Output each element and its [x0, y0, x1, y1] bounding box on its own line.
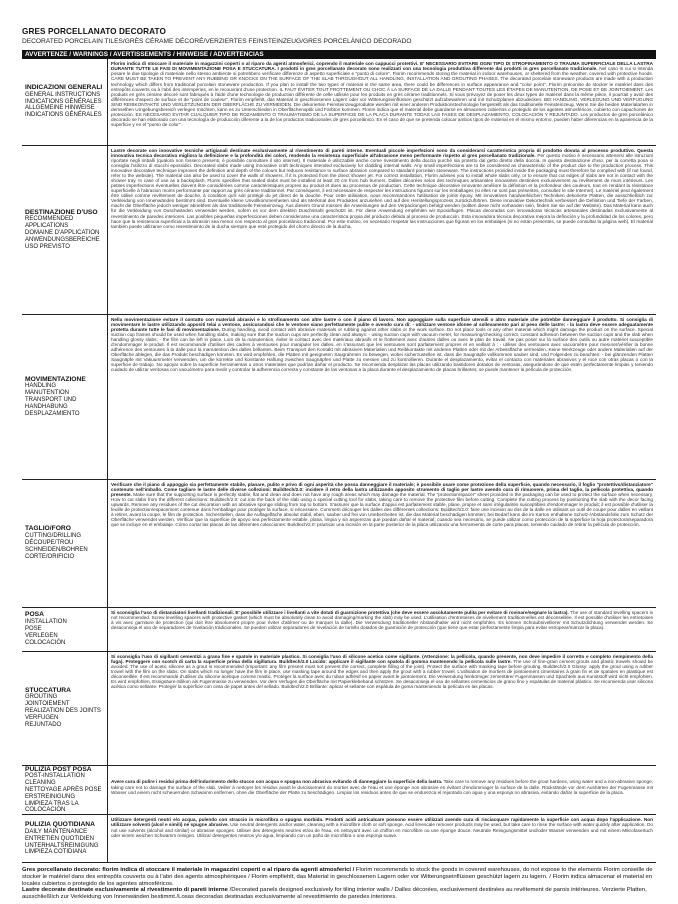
row-label-heading: STUCCATURA: [25, 687, 71, 695]
row-body: [108, 59, 657, 145]
row-label-translation: ENTRETIEN QUOTIDIEN: [25, 835, 95, 842]
row-label-heading: DESTINAZIONE D'USO: [25, 208, 98, 216]
row-label-translation: INDICATIONS GÉNÉRALES: [25, 112, 102, 119]
row-body-text: [111, 610, 653, 649]
warning-row: [22, 815, 656, 863]
row-label-translation: ALLGEMEINE HINWEISE: [25, 105, 95, 112]
footer-usage-note-text: /Decorated panels designed exclusively for tiling interior walls / Dalles décorées, exclusivement destinées au revêtement de parois intérieures. Verzierte Platten, ausschließlich zur Verkleidung von Innenwänden bestimmt./Losas decoradas destinadas exclusivamente al revestimiento de paredes interiores.: [22, 887, 647, 900]
row-body: [108, 765, 657, 815]
warning-row: [22, 314, 656, 479]
row-detail-text: During handling, avoid contact with abrasive materials or rubbing against other slabs or the work surface. Do not place tools or any other material which might damage the product on the surface. Special suction cup frames should be used when handling slabs, making sure that the suction cups are perfectly clean and always: - using suction cups with vacuum meter, for measuring/checking correct, constant adhesion between the suction cups and the slab when handling glossy slabs; - the film can be left in place. Lors de la manutention, éviter le contact avec des matériaux abrasifs et le frottement avec d'autres dalles ou avec le plan de travail. Ne pas poser sur la surface des outils ou autre matériel susceptible d'endommager le produit. Il est recommandé d'utiliser des cadres à ventouses pour manipuler les dalles, en s'assurant que les ventouses sont parfaitement propres et en veillant à : - utiliser des ventouses avec vacuomètre pour mesurer/vérifier la bonne adhérence des ventouses à la dalle pour la manutention des dalles brillantes. Beim Transport den Kontakt mit abrasiven Materialien und Reibkontakte mit anderen Platten oder mit der Arbeitsfläche vermeiden. Keine Werkzeuge oder andere Materialien auf der Oberfläche ablegen, die das Produkt beschädigen könnten. Es wird empfohlen, die Platten mit geeigneten Saugrahmen zu bewegen, wobei sicherzustellen ist, dass die Saugnäpfe vollkommen sauber sind, und Folgendes zu beachten: - bei glänzenden Platten Saugnäpfe mit Vakuummeter verwenden, um die korrekte und konstante Haftung zwischen Saugnäpfen und Platte zu messen und zu kontrollieren. Durante el desplazamiento, evitar el contacto con materiales abrasivos y el roce con otras placas o con la superficie de trabajo. No apoyar sobre la superficie herramientas u otros materiales que podrían dañar el producto. Se recomienda desplazar las placas utilizando bastidores dotados de ventosas, asegurándose de que estén perfectamente limpias y teniendo cuidado de utilizar ventosas con vacuómetro para medir y controlar la adherencia correcta y constante de las ventosas a la placa durante el desplazamiento de placas brillantes; se puede mantener la película de protección.: [111, 326, 653, 373]
row-label-translation: DOMAINE D'APPLICATION: [25, 229, 100, 236]
row-label-translation: INSTALLATION: [25, 618, 67, 625]
row-label-heading: MOVIMENTAZIONE: [25, 375, 86, 383]
row-body-text: [111, 482, 653, 605]
row-label-translation: DÉCOUPE/TROU: [25, 539, 74, 546]
row-label-translation: USO PREVISTO: [25, 243, 70, 250]
row-detail-text: Nel caso in cui si intenda posare le due tipologie di materiale nello stesso ambiente si potrebbero verificare differenze di aspetto superficiale e "punto di colore". Florim recommends storing the material in indoor warehouses, or sheltered from the weather, covered with protective hoods. CARE MUST BE TAKEN TO PREVENT ANY RUBBING OR KNOCKS ON THE SURFACE OF THE SLAB THROUGHOUT ALL HANDLING, INSTALLATION AND GROUTING PHASES. The decorated porcelain stoneware products are made with a production technology which differs from traditional porcelain stoneware production. If you plan to install the two types of material in the same area, there could be differences in surface appearance and "color point". Florim préconise de stocker le matériel dans des entrepôts couverts ou à l'abri des intempéries, en le recouvrant d'une protection. IL FAUT ÉVITER TOUT FROTTEMENT OU CHOC À LA SURFACE DE LA DALLE PENDANT TOUTES LES ÉTAPES DE MANUTENTION, DE POSE ET DE JOINTOIEMENT. Les produits en grès cérame décoré sont fabriqués à l'aide d'une technologie de production différente de celle utilisée pour les produits en grès cérame traditionnels. Si vous prévoyez de poser les deux types de matériel dans la même pièce, il pourrait y avoir des différences d'aspect de surface et de "point de couleur". Florim empfiehlt, das Material in geschlossenen Lagern oder vor Witterungseinflüssen geschützt aufzubewahren und mit Schutzplanen abzudecken. BEI HANDLING, VERLEGUNG UND VERFUGUNG SIND REIBKONTAKTE UND VERLETZUNGEN DER OBERFLÄCHE ZU VERMEIDEN. Die dekorierten Feinsteinzeugprodukte werden mit einer anderen Produktionstechnologie hergestellt als das traditionelle Feinsteinzeug. Wenn Sie die beiden Materialarten in demselben Umgebungsbereich verlegen möchten, kann es zu Unterschieden in Oberflächenoptik und Farbton kommen. Florim indica que el material debe guardarse en almacenes cubiertos o protegido de los agentes atmosféricos, cubierto con capuchones de protección. ES NECESARIO EVITAR CUALQUIER TIPO DE ROZAMIENTO O TRAUMATISMO DE LA SUPERFICIE DE LA PLACA DURANTE TODAS LAS FASES DE DESPLAZAMIENTO, COLOCACIÓN Y REJUNTADO. Los productos de gres porcelánico decorado se han elaborado con una tecnología de producción diferente a la de los productos tradicionales de gres porcelánico. En el caso de que se pretenda colocar ambos tipos de material en el mismo entorno, pueden haber diferencias en la apariencia de la superficie y en el "punto de color".: [111, 66, 653, 128]
footer-storage-note-text: Florim recommends to stock the goods in covered warehouses, do not expose to the elements Florim conseille de stocker le matériel dans des entrepôts couverts ou à l'abri des agents atmosphériques / Florim empfiehlt, das Material in geschlossenen Lagern oder vor Witterungseinflüssen geschützt lagern zu lagern. / Florim indica almacenar el material en locales cubiertos o protegido de los agentes atmosféricos.: [22, 867, 653, 887]
row-label-translation: GROUTING: [25, 694, 58, 701]
document-footer: [22, 867, 656, 900]
document-page: [22, 0, 656, 900]
row-label-translation: ANWENDUNGSBEREICHE: [25, 236, 100, 243]
row-body: [108, 651, 657, 765]
row-detail-text: Per questo motivo è necessario attenersi alle istruzioni riportate negli imballi (qualora non fossero presenti, è possibile consultare il sito internet). Il materiale è utilizzabile anche come rivestimento della doccia purché sia protetto dal getto diretto della doccia. In questa destinazione d'uso, per la corretta posa si consiglia l'utilizzo di stucchi epossidici. Decorated slabs made using innovative craft techniques intended exclusively for cladding internal walls. Any small imperfections are to be considered as characteristic of the product due to the production process. This innovative decorative technique improves the definition and depth of the colours but reduces resistance to surface abrasion compared to standard porcelain stoneware. The instructions provided inside the packaging must therefore be complied with (if not found, refer to the website). The material can also be used to cover the walls of showers, if it is protected from the direct shower jet. For correct installation, Florim advises you to install whole slabs only, or to ensure that cut edges of slabs are not in contact with the shower tray. In case of use as a backsplash, Florim specifies that sealed slabs must be installed at least 20 cm from hob burners. Dalles décorées selon des techniques artisanales innovantes destinées exclusivement au revêtement de murs intérieurs. Les petites imperfections éventuelles doivent être considérées comme caractéristiques propres au produit et dues au processus de production. Cette technique décorative innovante améliore la définition et la profondeur des couleurs, tout en rendant la résistance superficielle à l'abrasion moins performante par rapport au grès cérame traditionnel. Par conséquent, il est nécessaire de respecter les instructions figurant sur les emballages (si elles ne sont pas présentes, consultez le site Internet). Le matériel peut également être utilisé comme revêtement de douche, à condition qu'il soit protégé du jet direct de la douche. Pour cette utilisation, nous recommandons l'utilisation de joints époxy. Mit innovativen handwerklichen Techniken dekorierte Platten, die ausschließlich zur Verkleidung von Innenwänden bestimmt sind. Eventuelle kleine Unvollkommenheiten sind als Merkmal des Produktes anzusehen und auf den Herstellungsprozess zurückzuführen. Diese innovative Dekortechnik verbessert die Definition und Tiefe der Farben, macht die Oberfläche jedoch weniger abriebfest als das traditionelle Feinsteinzeug. Aus diesem Grund müssen die Anweisungen auf den Verpackungen befolgt werden (sollten diese nicht vorhanden sein, finden Sie sie auf der Website). Das Material kann auch für die Verkleidung von Duschwänden verwendet werden, sofern es vor dem direkten Duschstrahl geschützt ist. Für diese Anwendung empfehlen wir Epoxidfugen. Placas decoradas con innovadoras técnicas artesanales destinadas exclusivamente al revestimiento de paredes interiores. Las posibles pequeñas imperfecciones deben considerarse una característica propia del producto debida al proceso de producción. Esta innovadora técnica decorativa mejora la definición y la profundidad de los colores, pero hace que la resistencia superficial a la abrasión sea menor con respecto al gres porcelánico tradicional. Por este motivo, es necesario respetar las instrucciones que figuran en los embalajes (si no están presentes, se puede consultar la página web). El material también puede utilizarse como revestimiento de la ducha siempre que esté protegido del chorro directo de la ducha.: [111, 152, 653, 229]
warning-row: [22, 59, 656, 145]
row-label-heading: INDICAZIONI GENERALI: [25, 84, 103, 92]
row-body-text: [111, 817, 653, 860]
row-label-translation: VERLEGEN: [25, 632, 58, 639]
row-label-translation: HANDLING: [25, 382, 57, 389]
row-label-translation: RECOMMENDED APPLICATIONS: [25, 215, 74, 229]
row-body: [108, 815, 657, 863]
row-body: [108, 479, 657, 607]
row-lead-text: Si sconsiglia l'uso di distanziatori livellanti tradizionali. E' possibile utilizzare i livellanti a vite dotati di guarnizione protettiva (che deve essere assolutamente pulita per evitare di rovinare/segnare la lastra).: [111, 609, 569, 615]
row-label-translation: ERSTREINIGUNG: [25, 793, 76, 800]
row-body: [108, 607, 657, 651]
row-label-translation: COLOCACIÓN: [25, 639, 66, 646]
row-lead-text: Utilizzare detergenti neutri e/o acqua, pulendo con straccio in microfibra o spugna morbida. Prodotti acidi antricalcare possono essere utilizzati avendo cura di risciacquare rapidamente la superficie con acqua dopo l'applicazione. Non utilizzare solventi (alcol e simili) né spugne abrasive.: [111, 817, 653, 828]
row-body: [108, 314, 657, 479]
row-label-heading: PULIZIA POST POSA: [25, 765, 92, 773]
document-subtitle: DECORATED PORCELAIN TILES/GRÈS CÉRAME DÉCORÉ/VERZIERTES FEINSTEINZEUG/GRES PORCELÁNICO DECORADO: [22, 38, 412, 45]
row-body-text: [111, 779, 653, 800]
row-label-translation: POST-INSTALLATION CLEANING: [25, 772, 85, 786]
footer-usage-note: [22, 887, 656, 900]
row-label-heading: PULIZIA QUOTIDIANA: [25, 821, 95, 829]
row-body-text: [111, 148, 653, 312]
row-label-translation: VERFUGEN: [25, 715, 59, 722]
row-body-text: [111, 317, 653, 477]
row-label: [22, 479, 108, 607]
row-label-translation: LIMPIEZA TRAS LA COLOCACIÓN: [25, 800, 79, 814]
row-label-translation: LIMPIEZA COTIDIANA: [25, 849, 87, 856]
warning-row: [22, 479, 656, 607]
row-detail-text: Take care to remove any residues before the grout hardens, using water and a non-abrasive sponge, taking care not to damage the surface of the slab. Veiller à nettoyer les résidus avant le durcissement du mortier avec de l'eau et une éponge non abrasive en évitant d'endommager la surface de la dalle. Rückstände vor dem Aushärten der Fugenmasse mit Wasser und einem nicht scheuernden Schwamm entfernen, ohne die Oberfläche der Platte zu beschädigen. Limpiar los residuos antes de que se endurezca el rejuntado con agua y una esponja no abrasiva, evitando dañar la superficie de la placa.: [111, 779, 653, 795]
row-label-translation: MANUTENTION: [25, 389, 69, 396]
row-lead-text: Si sconsiglia l'uso di sigillanti cementizi a grana fine e spatole in materiale plastico. Si consiglia l'uso di silicone acetico come sigillante. (Attenzione: la pellicola, quando presente, non deve impedire il corretto e completo riempimento della fuga). Proteggere con scotch di carta la superficie prima della sigillatura. Buildtech/2.0 Lucido: applicare il sigillante con spatola di gomma mantenendo la pellicola sulle lastre.: [111, 653, 653, 664]
document-title: GRES PORCELLANATO DECORATO: [22, 27, 166, 36]
row-label-translation: JOINTOIEMENT: [25, 701, 70, 708]
footer-storage-note-bold: Gres porcellanato decorato: florim indica di stoccare il materiale in magazzini coperti o al riparo da agenti atmosferici /: [22, 867, 355, 874]
warning-row: [22, 765, 656, 815]
row-label-translation: POSE: [25, 625, 42, 632]
row-label: [22, 651, 108, 765]
row-label-translation: TRANSPORT UND HANDHABUNG: [25, 396, 77, 410]
footer-storage-note: [22, 867, 656, 887]
row-label-translation: DAILY MAINTENANCE: [25, 828, 88, 835]
row-label: [22, 815, 108, 863]
row-label-translation: REJUNTADO: [25, 722, 62, 729]
row-label-translation: UNTERHALTSREINIGUNG: [25, 842, 99, 849]
row-label: [22, 145, 108, 314]
row-body-text: [111, 654, 653, 763]
row-lead-text: Nella movimentazione evitare il contatto con materiali abrasivi e lo strofinamento con altre lastre o con il piano di lavoro. Non appoggiare sulla superficie utensili o altro materiale che potrebbe danneggiare il prodotto. Si consiglia di movimentare le lastre utilizzando appositi telai a ventose, assicurandosi che le ventose siano perfettamente pulite e avendo cura di: - utilizzare ventose idonee al sollevamento pari al peso delle lastre; - la lastra deve essere adeguatamente protetta durante tutte le fasi di movimentazione.: [111, 316, 653, 332]
row-label-translation: NETTOYAGE APRÈS POSE: [25, 786, 102, 793]
row-detail-text: The use of fine-grain cement grouts and plastic trowels should be avoided. The use of acetic silicone as a grout is recommended (Important: any film present must not prevent the correct, complete filling of the joint). Protect the surface with masking tape before grouting. Buildtech/2.0 Glossy: apply the grout using a rubber trowel with the film on the slabs. On slabs which no longer have the film in place, use masking tape around the edges and then apply the grout with a rubber trowel. L'utilisation de mortiers de jointoiement cimentaires à grain fin et de spatules en plastique est déconseillée. Il est recommandé d'utiliser du silicone acétique comme mastic. Protéger la surface avec du ruban adhésif en papier avant le jointoiement. Die Verwendung feinkörniger zementärer Fugenmassen und Spachteln aus Kunststoff wird nicht empfohlen. Es wird empfohlen, Essigsäure-Silikon als Fugenmasse zu verwenden. Vor dem Verfugen die Oberfläche mit Papierklebeband schützen. Se desaconseja el uso de sellantes cementicios de grano fino y espátulas de material plástico. Se recomienda usar silicona acética como sellante. Proteger la superficie con cinta de papel antes del sellado. Buildtech/2.0 Brillante: aplicar el sellante con espátula de goma manteniendo la película en las placas.: [111, 658, 653, 689]
row-label: [22, 314, 108, 479]
row-label-translation: DESPLAZAMIENTO: [25, 410, 80, 417]
row-lead-text: Avere cura di pulire i residui prima dell'indurimento dello stucco con acqua e spugna non abrasiva evitando di danneggiare la superficie della lastra.: [111, 779, 443, 785]
row-label-heading: TAGLIO/FORO: [25, 525, 71, 533]
warning-row: [22, 651, 656, 765]
warning-row: [22, 145, 656, 314]
row-body-text: [111, 61, 653, 142]
warnings-table: [22, 59, 656, 863]
row-label: [22, 59, 108, 145]
row-body: [108, 145, 657, 314]
row-label-translation: INDICATIONS GÉNÉRALES: [25, 98, 102, 105]
row-label-translation: CUTTING/DRILLING: [25, 532, 82, 539]
warnings-heading: AVVERTENZE / WARNINGS / AVERTISSEMENTS / HINWEISE / ADVERTENCIAS: [22, 50, 656, 59]
row-lead-text: Verificare che il piano di appoggio sia perfettamente stabile, planare, pulito e privo di ogni asperità che possa danneggiare il materiale; è possibile usare come protezione della superficie, quando necessario, il foglio "protettivo/distanziatore" contenuto nell'imballo. Come tagliare le lastre delle diverse collezioni: Buildtech/2.0: incidere il retro della lastra utilizzando apposito strumento di taglio per lastre avendo cura di rimuovere, prima del taglio, la pellicola protettiva, quando presente.: [111, 481, 653, 497]
row-lead-text: Florim indica di stoccare il materiale in magazzini coperti o al riparo da agenti atmosferici, coprendo il materiale con cappucci protettivi. E' NECESSARIO EVITARE OGNI TIPO DI STROFINAMENTO O TRAUMA SUPERFICIALE DELLA LASTRA DURANTE TUTTE LE FASI DI MOVIMENTAZIONE POSA E STUCCATURA. I prodotti in gres porcellanato decorato sono realizzati con una tecnologia produttiva differente dai prodotti in gres porcellanato tradizionale.: [111, 61, 653, 72]
row-label-heading: POSA: [25, 611, 44, 619]
row-label-translation: GENERAL INSTRUCTIONS: [25, 91, 101, 98]
row-label: [22, 765, 108, 815]
row-lead-text: Lastre decorate con innovative tecniche artigianali destinate esclusivamente al rivestimento di pareti interne. Eventuali piccole imperfezioni sono da considerarsi caratteristica propria di prodotto dovuta al processo produttivo. Questa innovativa tecnica decorativa migliora la definizione e la profondità dei colori, rendendo la resistenza superficiale all'abrasione meno performante rispetto al gres porcellanato tradizionale.: [111, 147, 653, 158]
row-detail-text: Use neutral detergents and/or water, cleaning with a microfibre cloth or soft sponge. Acid limescale remover products may be used, but take care to rinse the surface with water quickly after application. Do not use solvents (alcohol and similar) or abrasive sponges. Utiliser des détergents neutres et/ou de l'eau, en nettoyant avec un chiffon en microfibre ou une éponge douce. Neutrale Reinigungsmittel und/oder Wasser verwenden und mit einem Mikrofasertuch oder einem weichen Schwamm reinigen. Utilizar detergentes neutros y/o agua, limpiando con un paño de microfibra o una esponja suave.: [111, 822, 653, 838]
warning-row: [22, 607, 656, 651]
footer-usage-note-bold: Lastre decorate destinate esclusivamente al rivestimento di pareti interne: [22, 887, 228, 894]
row-label-translation: REALIZATION DES JOINTS: [25, 708, 101, 715]
row-label-translation: SCHNEIDEN/BOHREN: [25, 546, 88, 553]
row-detail-text: The use of standard levelling spacers is not recommended. Screw levelling spacers with protective gasket (which must be absolutely clean to avoid damaging/marking the slab) may be used. L'utilisation d'entretoises de nivellement traditionnelles est déconseillée. Il est possible d'utiliser les entretoises à vis avec garniture de protection (qui doit être absolument propre pour éviter d'abîmer ou de marquer la dalle). Die Verwendung traditioneller Abstandhalter wird nicht empfohlen. Es können Schraubnivellierer mit Schutzdichtung verwendet werden. Se desaconseja el uso de separadores de nivelación tradicionales. Se pueden utilizar separadores de nivelación de tornillo dotados de guarnición de protección (que tiene que estar perfectamente limpia para evitar estropear/marcar la placa).: [111, 609, 653, 630]
row-label-translation: CORTE/ORIFICIO: [25, 553, 75, 560]
row-label: [22, 607, 108, 651]
row-detail-text: Make sure that the supporting surface is perfectly stable, flat and clean and does not have any rough areas which may damage the material. The "protection/spacer" sheet provided in the packaging can be used to protect the surface when necessary. How to cut slabs from the different collections: Buildtech/2.0: cut into the back of the slab using a special cutting tool for slabs, taking care to remove the protective film before cutting. Complete the cutting process by positioning the slab with the decor facing upwards. Remove any residues of the cut decoration with an abrasive sponge sliding from top to bottom. S'assurer que la surface d'appui est parfaitement stable, plane, propre et sans irrégularités susceptibles d'endommager le produit; il est possible d'utiliser la feuille de protection/espacement contenue dans l'emballage pour protéger la surface, si nécessaire. Comment découper les dalles des différentes collections: Buildtech/2.0: faire une incision au dos de la dalle en utilisant un outil de coupe pour dalles en veillant à retirer, avant la coupe, le film de protection. Sicherstellen, dass die Auflagefläche absolut stabil, eben, sauber und frei von Unebenheiten ist, die das Material beschädigen könnten; bei Bedarf kann die im Karton enthaltene Schutz-/Abstandsfolie zum Schutz der Oberfläche verwendet werden. Verificar que la superficie de apoyo sea perfectamente estable, plana, limpia y sin asperezas que puedan dañar el material; cuando sea necesario, se puede utilizar como protección de la superficie la hoja protectora/separadora que se incluye en el embalaje. Cómo cortar las placas de las diferentes colecciones: Buildtech/2.0: practicar una incisión en la parte posterior de la placa utilizando una herramienta de corte para placas, teniendo cuidado de retirar la película de protección.: [111, 491, 653, 528]
